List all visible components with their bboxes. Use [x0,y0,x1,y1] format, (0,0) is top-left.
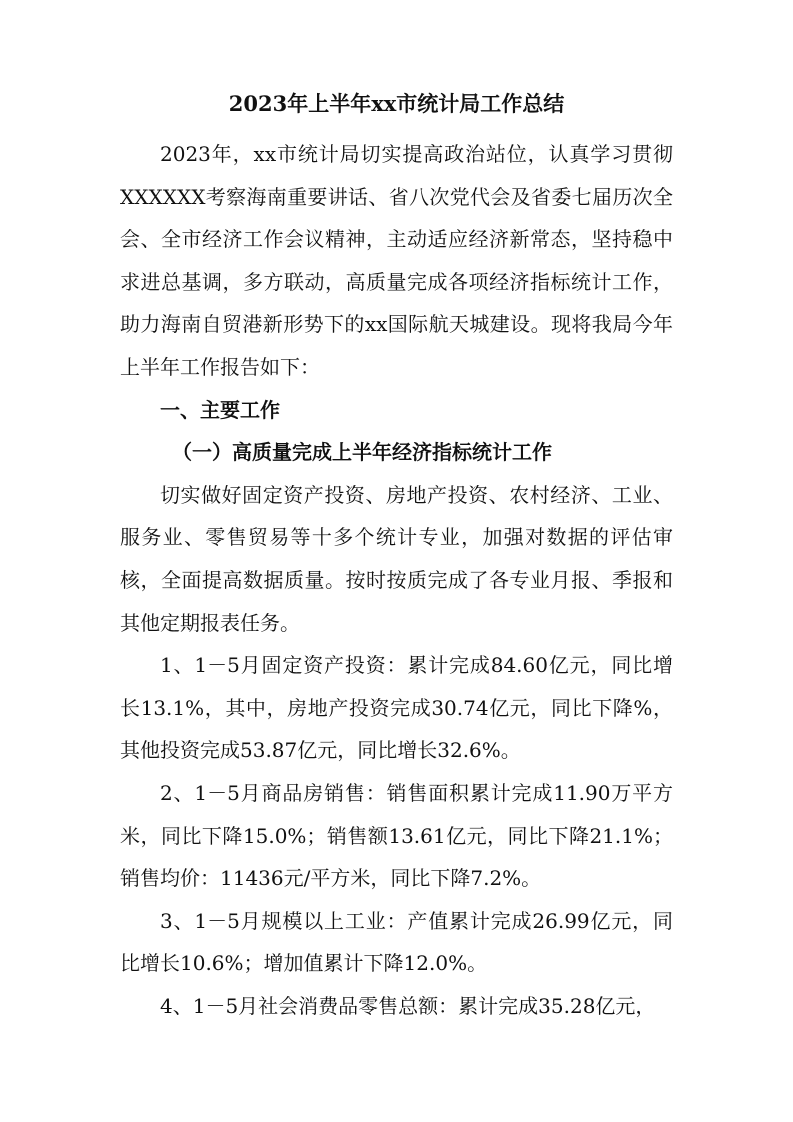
document-body [120,133,673,1027]
intro-paragraph: 2023年，xx市统计局切实提高政治站位，认真学习贯彻XXXXXX考察海南重要讲话、省八次党代会及省委七届历次全会、全市经济工作会议精神，主动适应经济新常态，坚持稳中求进总基调，多方联动，高质量完成各项经济指标统计工作，助力海南自贸港新形势下的xx国际航天城建设。现将我局今年上半年工作报告如下： [120,142,673,379]
item-industrial-output: 3、1－5月规模以上工业：产值累计完成26.99亿元，同比增长10.6%；增加值累计下降12.0%。 [120,908,673,976]
subsection-paragraph: 切实做好固定资产投资、房地产投资、农村经济、工业、服务业、零售贸易等十多个统计专业，加强对数据的评估审核，全面提高数据质量。按时按质完成了各专业月报、季报和其他定期报表任务。 [120,482,673,635]
document-title: 2023年上半年xx市统计局工作总结 [228,91,565,116]
item-retail-sales: 4、1－5月社会消费品零售总额：累计完成35.28亿元， [160,993,656,1018]
item-fixed-asset-investment: 1、1－5月固定资产投资：累计完成84.60亿元，同比增长13.1%，其中，房地产投资完成30.74亿元，同比下降%，其他投资完成53.87亿元，同比增长32.6%。 [120,653,673,763]
item-housing-sales: 2、1－5月商品房销售：销售面积累计完成11.90万平方米，同比下降15.0%；销售额13.61亿元，同比下降21.1%；销售均价：11436元/平方米，同比下降7.2%。 [120,780,673,891]
subsection-heading-statistics: （一）高质量完成上半年经济指标统计工作 [172,440,552,465]
section-heading-main-work: 一、主要工作 [160,397,280,422]
